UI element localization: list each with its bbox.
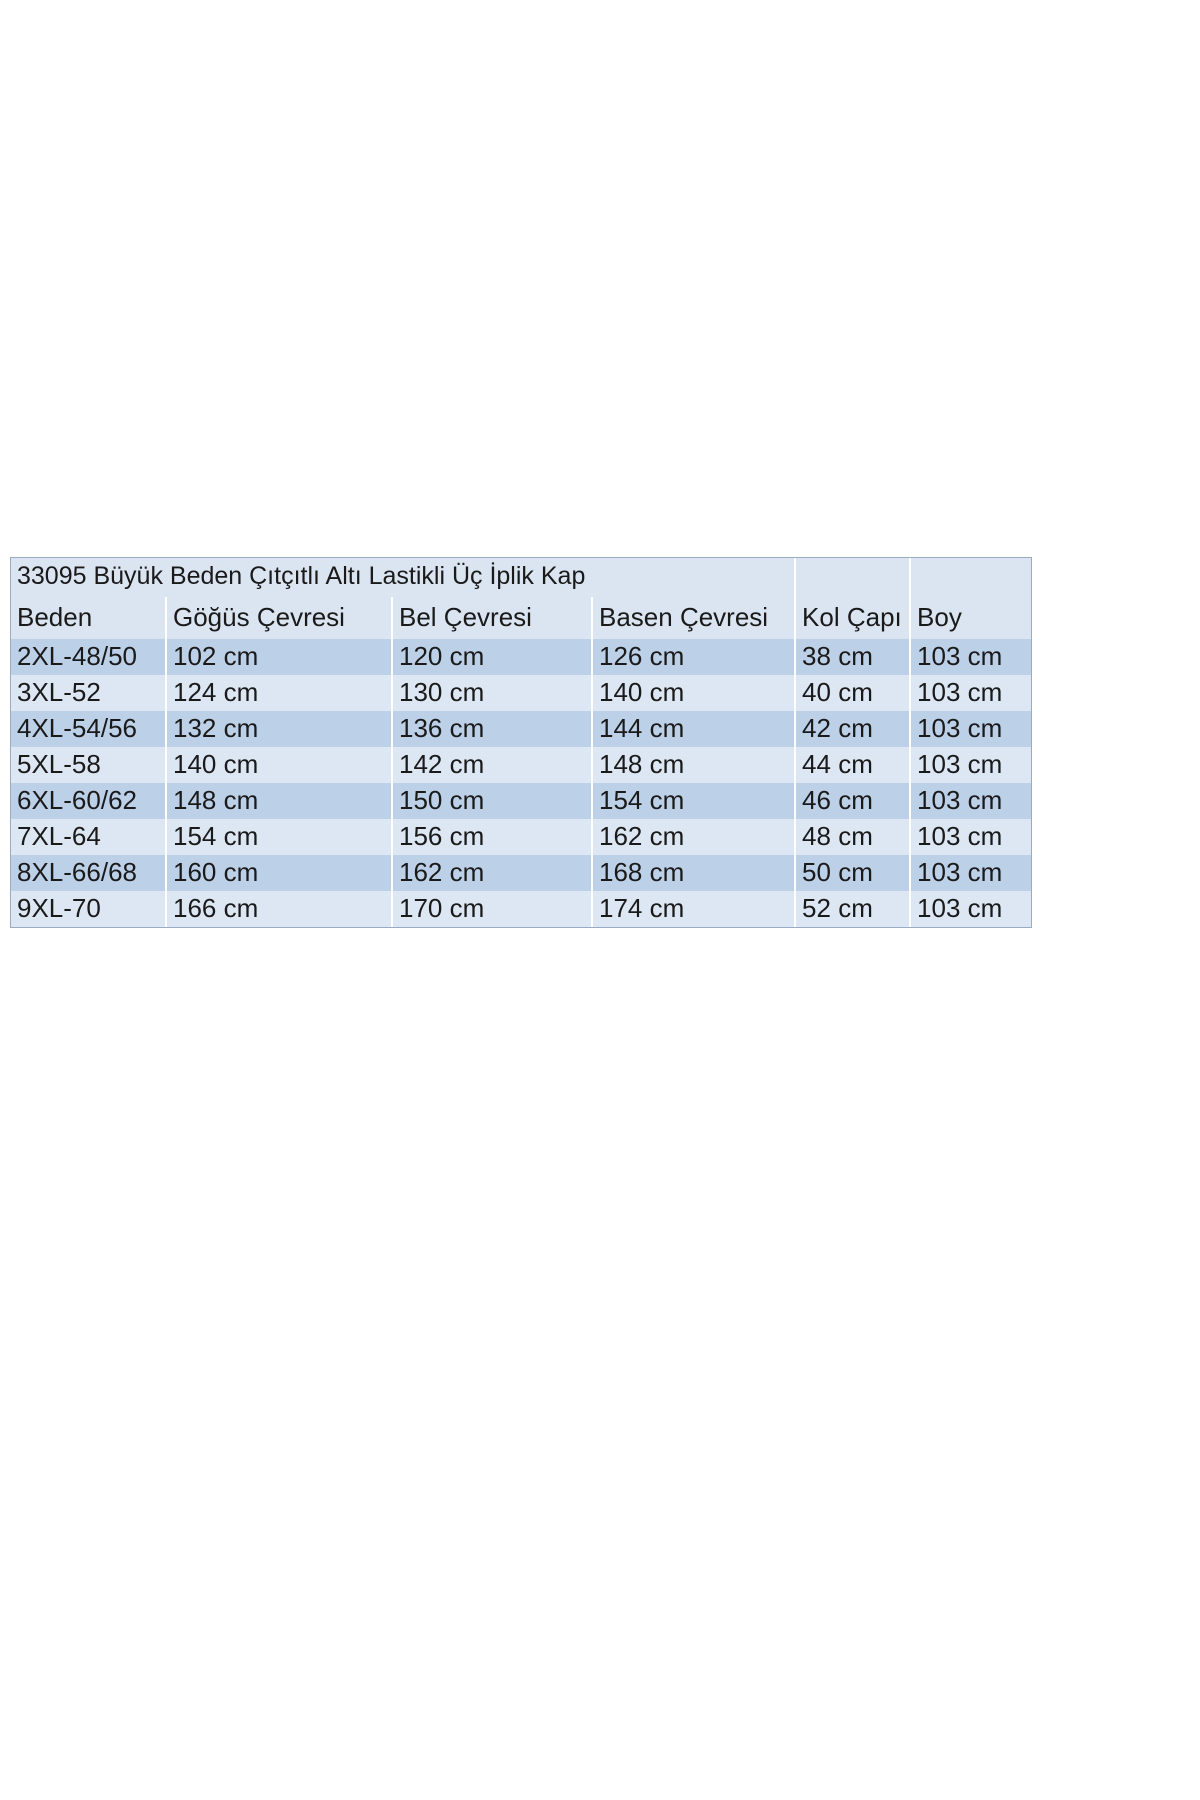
cell-size: 7XL-64 [11, 819, 166, 855]
cell-hip: 140 cm [592, 675, 795, 711]
cell-length: 103 cm [910, 747, 1031, 783]
cell-chest: 148 cm [166, 783, 392, 819]
cell-chest: 160 cm [166, 855, 392, 891]
cell-sleeve: 52 cm [795, 891, 910, 927]
cell-hip: 154 cm [592, 783, 795, 819]
cell-sleeve: 44 cm [795, 747, 910, 783]
table-row [11, 675, 1031, 711]
cell-length: 103 cm [910, 891, 1031, 927]
cell-waist: 150 cm [392, 783, 592, 819]
cell-sleeve: 48 cm [795, 819, 910, 855]
cell-length: 103 cm [910, 639, 1031, 675]
cell-hip: 174 cm [592, 891, 795, 927]
cell-size: 5XL-58 [11, 747, 166, 783]
cell-chest: 124 cm [166, 675, 392, 711]
table-title: 33095 Büyük Beden Çıtçıtlı Altı Lastikli Üç İplik Kap [11, 558, 795, 597]
cell-length: 103 cm [910, 783, 1031, 819]
column-header-beden: Beden [11, 597, 166, 639]
cell-waist: 130 cm [392, 675, 592, 711]
cell-waist: 162 cm [392, 855, 592, 891]
column-header-basen-cevresi: Basen Çevresi [592, 597, 795, 639]
cell-length: 103 cm [910, 675, 1031, 711]
cell-sleeve: 50 cm [795, 855, 910, 891]
cell-hip: 148 cm [592, 747, 795, 783]
cell-waist: 170 cm [392, 891, 592, 927]
size-table-body [11, 558, 1031, 927]
cell-size: 3XL-52 [11, 675, 166, 711]
cell-waist: 156 cm [392, 819, 592, 855]
table-row [11, 783, 1031, 819]
cell-waist: 120 cm [392, 639, 592, 675]
cell-waist: 136 cm [392, 711, 592, 747]
cell-chest: 132 cm [166, 711, 392, 747]
cell-size: 2XL-48/50 [11, 639, 166, 675]
cell-hip: 162 cm [592, 819, 795, 855]
cell-length: 103 cm [910, 711, 1031, 747]
column-header-boy: Boy [910, 597, 1031, 639]
cell-size: 8XL-66/68 [11, 855, 166, 891]
table-row [11, 639, 1031, 675]
table-row [11, 855, 1031, 891]
cell-length: 103 cm [910, 855, 1031, 891]
cell-sleeve: 42 cm [795, 711, 910, 747]
title-blank-cell-2 [910, 558, 1031, 597]
column-header-gogus-cevresi: Göğüs Çevresi [166, 597, 392, 639]
cell-size: 4XL-54/56 [11, 711, 166, 747]
cell-length: 103 cm [910, 819, 1031, 855]
table-row [11, 819, 1031, 855]
table-row [11, 711, 1031, 747]
cell-hip: 144 cm [592, 711, 795, 747]
cell-waist: 142 cm [392, 747, 592, 783]
column-header-bel-cevresi: Bel Çevresi [392, 597, 592, 639]
cell-chest: 102 cm [166, 639, 392, 675]
cell-hip: 126 cm [592, 639, 795, 675]
cell-sleeve: 38 cm [795, 639, 910, 675]
table-row [11, 747, 1031, 783]
table-row [11, 891, 1031, 927]
cell-sleeve: 46 cm [795, 783, 910, 819]
column-header-kol-capi: Kol Çapı [795, 597, 910, 639]
cell-hip: 168 cm [592, 855, 795, 891]
size-table [11, 558, 1031, 927]
cell-size: 6XL-60/62 [11, 783, 166, 819]
title-blank-cell-1 [795, 558, 910, 597]
cell-chest: 166 cm [166, 891, 392, 927]
cell-chest: 154 cm [166, 819, 392, 855]
size-chart [10, 557, 1032, 928]
cell-chest: 140 cm [166, 747, 392, 783]
cell-sleeve: 40 cm [795, 675, 910, 711]
cell-size: 9XL-70 [11, 891, 166, 927]
table-title-row [11, 558, 1031, 597]
table-header-row [11, 597, 1031, 639]
